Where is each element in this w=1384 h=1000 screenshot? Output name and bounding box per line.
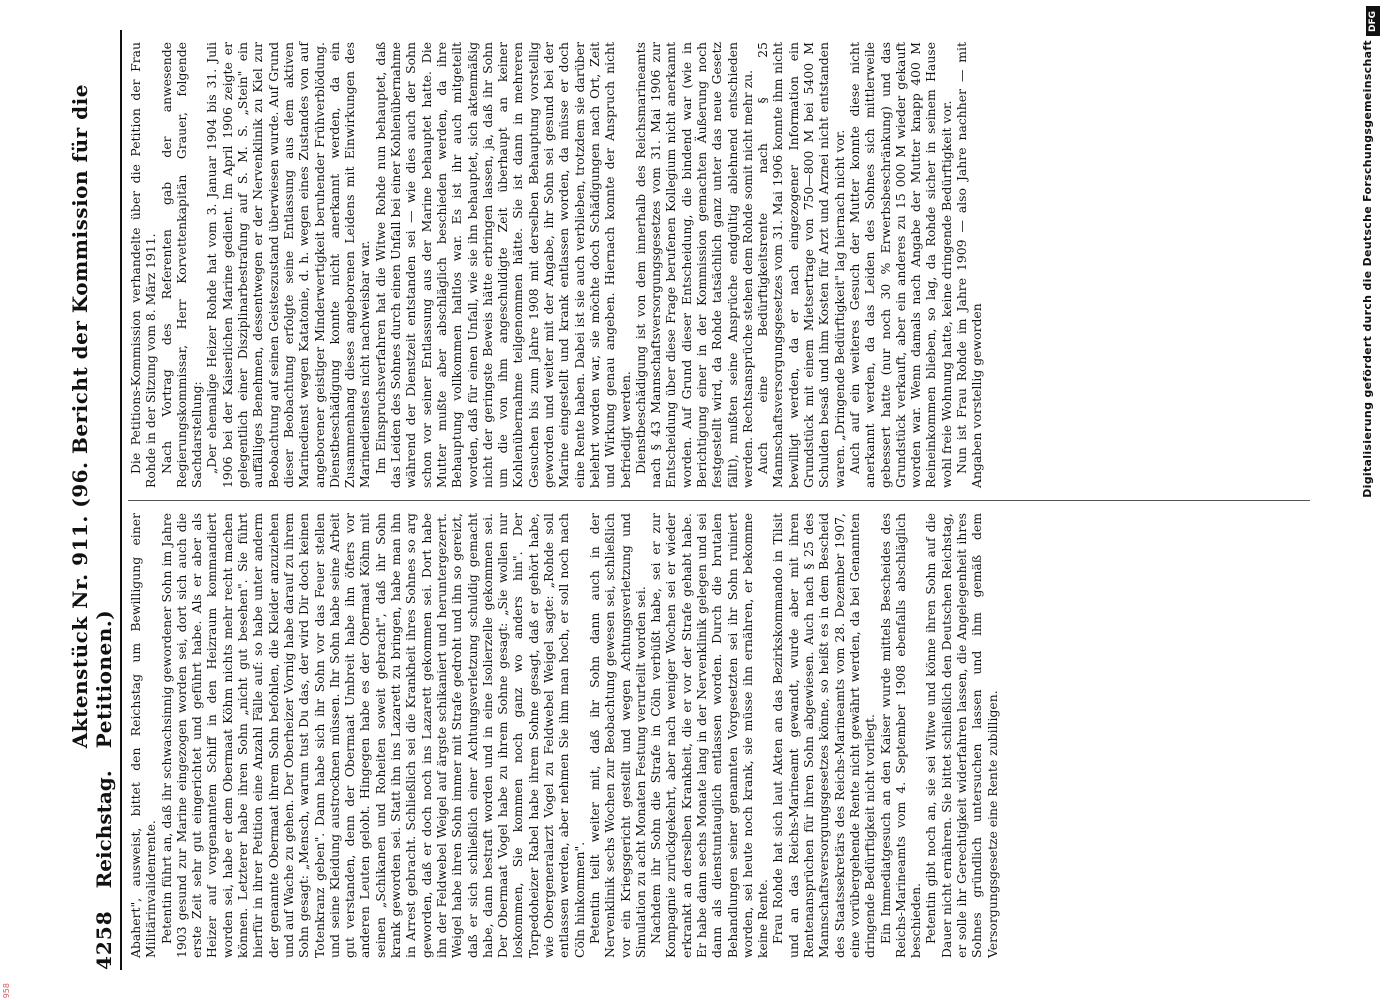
right-column: [128, 30, 1310, 500]
corner-mark: 958: [2, 982, 11, 998]
paragraph: Frau Rohde hat sich laut Akten an das Bezirkskommando in Tilsit und an das Reichs-Marineamt gewandt, wurde aber mit ihren Rentenansprüchen für ihren Sohn abgewiesen. Auch nach § 25 des Mannschaftsversorgungsgesetzes könne, so heißt es in dem Bescheid des Staatssekretärs des Reichs-Marineamts vom 28. Dezember 1907, eine vorübergehende Rente nicht gewährt werden, da bei Genannten dringende Bedürftigkeit nicht vorliegt.: [770, 513, 878, 958]
paragraph: Ein Immediatgesuch an den Kaiser wurde mittels Bescheides des Reichs-Marineamts vom 4. September 1908 ebenfalls abschläglich beschieden.: [877, 513, 924, 958]
page-header: [60, 30, 122, 970]
paragraph: Dienstbeschädigung ist von dem innerhalb des Reichsmarineamts nach § 43 Mannschaftsversorgungsgesetzes vom 31. Mai 1906 zur Entscheidung über diese Frage berufenen Kollegium nicht anerkannt worden. Auf Grund dieser Entscheidung, die bindend war (wie in Berichtigung einer in der Kommission gemachten Äußerung noch festgestellt wird, da Rohde tatsächlich ganz unter das neue Gesetz fällt), mußten seine Ansprüche endgültig ablehnend entschieden werden. Rechtsansprüche stehen dem Rohde somit nicht mehr zu.: [632, 42, 755, 488]
paragraph: Auch eine Bedürftigkeitsrente nach § 25 Mannschaftsversorgungsgesetzes vom 31. Mai 1906 konnte ihm nicht bewilligt werden, da er nach eingezogener Information ein Grundstück mit einem Mietsertrage von 750—800 M bei 5400 M Schulden besaß und ihm Kosten für Arzt und Arznei nicht entstanden waren. „Dringende Bedürftigkeit" lag hiernach nicht vor.: [755, 42, 847, 488]
dfg-badge: DFG: [1366, 6, 1380, 36]
page-content: [60, 30, 1310, 970]
paragraph: Die Petitions-Kommission verhandelte über die Petition der Frau Rohde in der Sitzung vom 8. März 1911.: [128, 42, 159, 488]
text-columns: [128, 30, 1310, 970]
paragraph: Petentin gibt noch an, sie sei Witwe und könne ihren Sohn auf die Dauer nicht ernähren. Sie bittet schließlich den Deutschen Reichstag, er solle ihr Gerechtigkeit widerfahren lassen, die Angelegenheit ihres Sohnes gründlich untersuchen lassen und ihm gemäß dem Versorgungsgesetze eine Rente zubilligen.: [923, 513, 1000, 958]
document-title: Aktenstück Nr. 911. (96. Bericht der Kommission für die Petitionen.): [68, 84, 116, 749]
paragraph: Nach Vortrag des Referenten gab der anwesende Regierungskommissar, Herr Korvettenkapitän Grauer, folgende Sachdarstellung:: [158, 42, 205, 488]
publisher-name: Reichstag.: [92, 770, 116, 889]
paragraph: Im Einspruchsverfahren hat die Witwe Rohde nun behauptet, daß das Leiden des Sohnes durch einen Unfall bei einer Kohlenübernahme während der Dienstzeit entstanden sei — wie dies auch der Sohn schon vor seiner Entlassung aus der Marine behauptet hatte. Die Mutter mußte aber abschläglich beschieden werden, da ihre Behauptung vollkommen haltlos war. Es ist ihr auch mitgeteilt worden, daß für einen Unfall, wie sie ihn behauptet, sich aktenmäßig nicht der geringste Beweis hätte erbringen lassen, ja, daß ihr Sohn um die von ihm angeschuldigte Zeit überhaupt an keiner Kohlenübernahme teilgenommen hätte. Sie ist dann in mehreren Gesuchen bis zum Jahre 1908 mit derselben Behauptung vorstellig geworden und weiter mit der Angabe, ihr Sohn sei gesund bei der Marine eingestellt und krank entlassen worden, da müsse er doch eine Rente haben. Dabei ist sie auch verblieben, trotzdem sie darüber belehrt worden war, sie möchte doch Schädigungen nach Ort, Zeit und Wirkung genau angeben. Hiernach konnte der Anspruch nicht befriedigt werden.: [372, 42, 633, 488]
paragraph: Nachdem ihr Sohn die Strafe in Cöln verbüßt habe, sei er zur Kompagnie zurückgekehrt, aber nach weniger Wochen sei er wieder erkrankt an derselben Krankheit, die er vor der Strafe gehabt habe. Er habe dann sechs Monate lang in der Nervenklinik gelegen und sei dann als dienstuntauglich entlassen worden. Durch die brutalen Behandlungen seiner genannten Vorgesetzten sei ihr Sohn ruiniert worden, sei heute noch krank, sie müsse ihn ernähren, er bekomme keine Rente.: [648, 513, 771, 958]
paragraph: Petentin führt an, daß ihr schwachsinnig gewordener Sohn im Jahre 1903 gesund zur Marine eingezogen worden sei, dort sich auch die erste Zeit sehr gut eingerichtet und geführt habe. Als er aber als Heizer auf vorgenanntem Schiff in den Heizraum kommandiert worden sei, habe er dem Obermaat Köhm nichts mehr recht machen können. Letzterer habe ihren Sohn „nicht gut besehen". Sie führt hierfür in ihrer Petition eine Anzahl Fälle auf: so habe unter anderm der genannte Obermaat ihrem Sohn befohlen, die Kleider anzuziehen und auf Wache zu gehen. Der Oberheizer Vornig habe darauf zu ihrem Sohn gesagt: „Mensch, warum tust Du das, der wird Dir doch keinen Totenkranz geben". Dann habe sich ihr Sohn vor das Feuer stellen und seine Kleidung austrocknen müssen. Ihr Sohn habe seine Arbeit gut verstanden, denn der Obermaat Umbreit habe ihn öfters vor anderen Leuten gelobt. Hingegen habe es der Obermaat Köhm mit seinen „Schikanen und Roheiten soweit gebracht", daß ihr Sohn krank geworden sei. Statt ihn ins Lazarett zu bringen, habe man ihn in Arrest gebracht. Schließlich sei die Krankheit ihres Sohnes so arg geworden, daß er doch noch ins Lazarett gekommen sei. Dort habe ihn der Feldwebel Weigel auf ärgste schikaniert und heruntergezerrt. Weigel habe ihren Sohn immer mit Strafe gedroht und ihn so gereizt, daß er sich schließlich einer Achtungsverletzung schuldig gemacht habe, dann bestraft worden und in eine Isolierzelle gekommen sei. Der Obermaat Vogel habe zu ihrem Sohne gesagt: „Sie wollen nur loskommen, Sie kommen noch ganz wo anders hin". Der Torpedoheizer Rabel habe ihrem Sohne gesagt, daß er gehört habe, wie Obergeneralarzt Vogel zu Feldwebel Weigel sagte: „Rohde soll entlassen werden, aber nehmen Sie ihm man hoch, er soll noch nach Cöln hinkommen".: [158, 513, 587, 958]
paragraph: Auch auf ein weiteres Gesuch der Mutter konnte diese nicht anerkannt werden, da das Leiden des Sohnes sich mittlerweile gebessert hatte (nur noch 30 % Erwerbsbeschränkung) und das Grundstück verkauft, aber ein anderes zu 15 000 M wieder gekauft worden war. Wenn damals nach Angabe der Mutter knapp 400 M Reineinkommen blieben, so lag, da Rohde sicher in seinem Hause wohl freie Wohnung hatte, keine dringende Bedürftigkeit vor.: [846, 42, 954, 488]
left-column: [128, 500, 1310, 970]
paragraph: Petentin teilt weiter mit, daß ihr Sohn dann auch in der Nervenklinik sechs Wochen zur Beobachtung gewesen sei, schließlich vor ein Kriegsgericht gestellt und wegen Achtungsverletzung und Simulation zu acht Monaten Festung verurteilt worden sei.: [586, 513, 648, 958]
page-number: 4258: [92, 910, 116, 970]
paragraph: Nun ist Frau Rohde im Jahre 1909 — also Jahre nachher — mit Angaben vorstellig geworden: [954, 42, 985, 488]
paragraph: Abahert", ausweist, bittet den Reichstag um Bewilligung einer Militärinvalidenrente.: [128, 513, 159, 958]
paragraph: „Der ehemalige Heizer Rohde hat vom 3. Januar 1904 bis 31. Juli 1906 bei der Kaiserlichen Marine gedient. Im April 1906 zeigte er gelegentlich einer Disziplinarbestrafung auf S. M. S. „Stein" ein auffälliges Benehmen, dessentwegen er der Nervenklinik zu Kiel zur Beobachtung auf seinen Geisteszustand überwiesen wurde. Auf Grund dieser Beobachtung erfolgte seine Entlassung aus dem aktiven Marinedienst wegen Katatonie, d. h. wegen eines Zustandes von auf angeborener geistiger Minderwertigkeit beruhender Frühverblödung. Dienstbeschädigung konnte nicht anerkannt werden, da ein Zusammenhang dieses angeborenen Leidens mit Einwirkungen des Marinedienstes nicht nachweisbar war.: [204, 42, 373, 488]
digitization-credit: Digitalisierung gefördert durch die Deutsche Forschungsgemeinschaft: [1361, 40, 1374, 498]
